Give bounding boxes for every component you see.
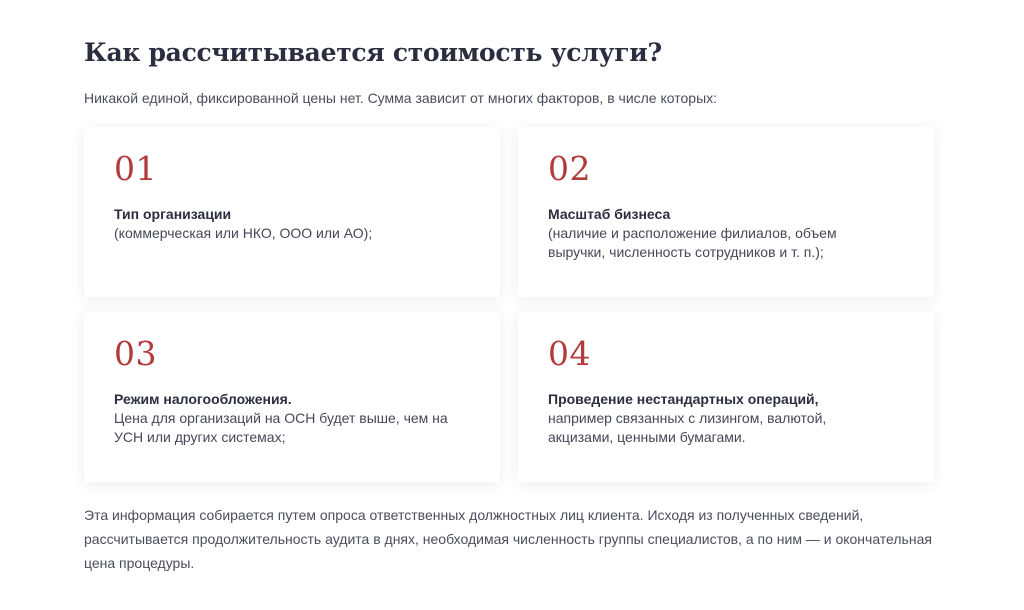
factor-heading: Тип организации <box>114 206 232 222</box>
factor-description: (коммерческая или НКО, ООО или АО); <box>114 225 373 241</box>
section-title: Как рассчитывается стоимость услуги? <box>84 38 662 67</box>
outro-text: Эта информация собирается путем опроса ответственных должностных лиц клиента. Исходя из полученных сведений, рассчитывается продолжительность аудита в днях, необходимая численность группы специалистов, а по ним — и окончательная цена процедуры. <box>84 507 932 571</box>
factor-number: 03 <box>114 334 157 373</box>
factor-heading: Режим налогообложения. <box>114 391 292 407</box>
factor-text <box>114 390 454 447</box>
factor-heading: Проведение нестандартных операций, <box>548 391 819 407</box>
factor-text <box>548 390 888 447</box>
factor-card-organization-type <box>84 127 500 297</box>
factor-heading: Масштаб бизнеса <box>548 206 671 222</box>
factor-text <box>548 205 888 262</box>
factor-description: (наличие и расположение филиалов, объем выручки, численность сотрудников и т. п.); <box>548 225 837 260</box>
factor-number: 02 <box>548 149 591 188</box>
factor-text <box>114 205 454 243</box>
factor-description: например связанных с лизингом, валютой, акцизами, ценными бумагами. <box>548 410 827 445</box>
factor-card-business-scale <box>518 127 934 297</box>
intro-text: Никакой единой, фиксированной цены нет. Сумма зависит от многих факторов, в числе которых: <box>84 90 718 106</box>
factor-number: 04 <box>548 334 591 373</box>
factor-description: Цена для организаций на ОСН будет выше, чем на УСН или других системах; <box>114 410 448 445</box>
factor-card-nonstandard-operations <box>518 312 934 482</box>
factor-card-tax-regime <box>84 312 500 482</box>
factor-number: 01 <box>114 149 157 188</box>
